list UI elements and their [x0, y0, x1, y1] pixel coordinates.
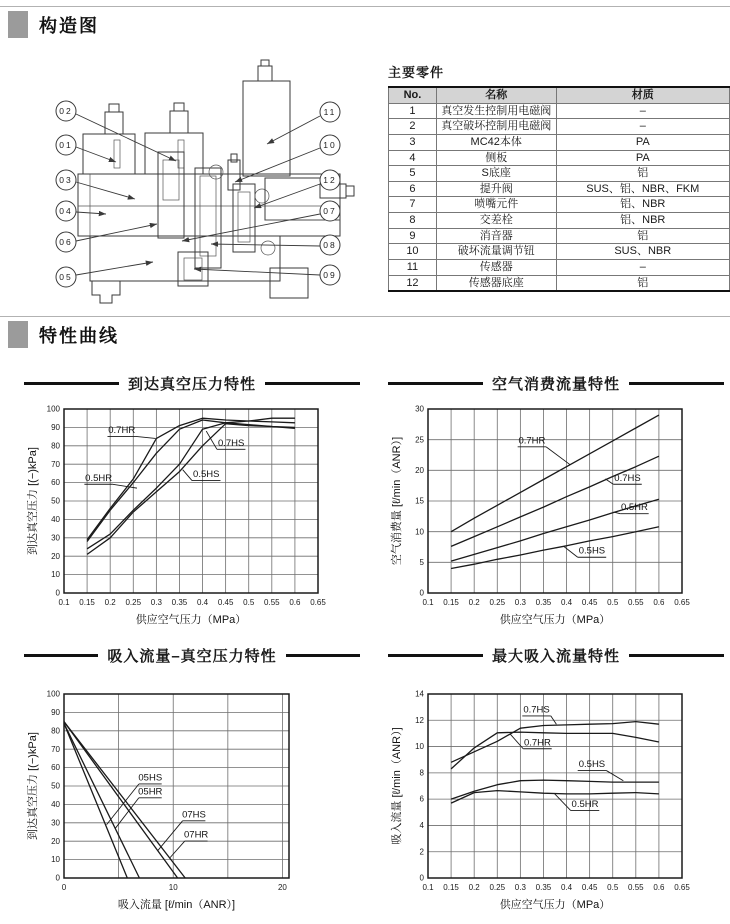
- part-name: MC42本体: [436, 134, 556, 150]
- part-no: 4: [389, 150, 437, 166]
- part-name: 喷嘴元件: [436, 197, 556, 213]
- svg-text:6: 6: [419, 794, 424, 804]
- svg-text:0: 0: [419, 873, 424, 883]
- part-material: PA: [556, 150, 729, 166]
- x-axis-label: 供应空气压力（MPa）: [499, 614, 611, 626]
- svg-text:2: 2: [419, 847, 424, 857]
- part-name: 侧板: [436, 150, 556, 166]
- callout-07: [182, 201, 340, 241]
- callout-label: 03: [59, 175, 73, 185]
- structure-diagram: [30, 56, 380, 308]
- svg-text:20: 20: [277, 883, 287, 892]
- svg-text:30: 30: [51, 818, 60, 828]
- svg-text:8: 8: [419, 768, 424, 778]
- part-material: 铝: [556, 275, 729, 291]
- table-row: [389, 244, 730, 260]
- series-0.5HS: [451, 780, 659, 799]
- svg-text:12: 12: [415, 715, 424, 725]
- svg-text:60: 60: [51, 478, 60, 488]
- title-rule-left: [24, 654, 98, 657]
- svg-text:10: 10: [168, 883, 178, 892]
- part-no: 5: [389, 166, 437, 182]
- section-header-curves: [0, 316, 730, 348]
- svg-text:10: 10: [415, 742, 424, 752]
- svg-text:20: 20: [51, 551, 60, 561]
- part-name: 消音器: [436, 228, 556, 244]
- series-lines: [451, 415, 659, 568]
- svg-text:0.15: 0.15: [443, 883, 459, 892]
- chart-canvas-reach-vacuum: [24, 397, 360, 633]
- svg-text:90: 90: [51, 708, 60, 717]
- callout-label: 06: [59, 237, 73, 247]
- part-material: SUS、NBR: [556, 244, 729, 260]
- x-axis-label: 吸入流量 [ℓ/min（ANR）]: [117, 899, 236, 911]
- grid-lines: [64, 409, 318, 593]
- series-label-0.7HS: 0.7HS: [523, 704, 550, 716]
- part-no: 7: [389, 197, 437, 213]
- chart-title-row: [388, 372, 724, 394]
- section-bullet: [8, 321, 28, 348]
- part-material: 铝: [556, 228, 729, 244]
- part-name: 交差栓: [436, 213, 556, 229]
- part-no: 6: [389, 181, 437, 197]
- series-labels: [518, 435, 649, 557]
- svg-text:0.3: 0.3: [514, 883, 526, 892]
- table-row: [389, 119, 730, 135]
- svg-text:100: 100: [46, 404, 60, 414]
- callout-08: [211, 235, 340, 255]
- svg-text:90: 90: [51, 423, 60, 432]
- part-no: 12: [389, 275, 437, 291]
- svg-text:0.45: 0.45: [581, 598, 598, 607]
- part-name: S底座: [436, 166, 556, 182]
- chart-title-row: [388, 644, 724, 666]
- part-name: 真空发生控制用电磁阀: [436, 103, 556, 119]
- part-no: 2: [389, 119, 437, 135]
- part-name: 破坏流量调节钮: [436, 244, 556, 260]
- svg-text:0.5: 0.5: [607, 883, 619, 892]
- part-no: 3: [389, 134, 437, 150]
- chart-canvas-air-consumption: [388, 397, 724, 633]
- chart-title-max-suction: 最大吸入流量特性: [492, 647, 621, 665]
- svg-text:50: 50: [51, 496, 60, 506]
- assembly-drawing: [78, 60, 354, 303]
- chart-canvas-suction-vacuum: [24, 682, 360, 918]
- section-title-structure: 构造图: [39, 15, 99, 36]
- series-label-0.7HS: 0.7HS: [614, 472, 641, 484]
- x-axis-label: 供应空气压力（MPa）: [499, 899, 611, 911]
- series-label-0.7HR: 0.7HR: [523, 737, 551, 749]
- svg-text:0.4: 0.4: [560, 598, 573, 607]
- part-name: 真空破坏控制用电磁阀: [436, 119, 556, 135]
- svg-text:0.1: 0.1: [58, 598, 70, 607]
- parts-col-header-2: 材质: [556, 87, 729, 103]
- y-axis-label: 到达真空压力 [(−)kPa]: [27, 447, 39, 555]
- parts-table-header-row: [389, 87, 730, 103]
- part-material: PA: [556, 134, 729, 150]
- series-label-07HS: 07HS: [182, 809, 206, 821]
- part-name: 传感器: [436, 260, 556, 276]
- series-05HS: [64, 723, 127, 878]
- part-no: 1: [389, 103, 437, 119]
- svg-text:30: 30: [51, 533, 60, 543]
- chart-canvas-max-suction: [388, 682, 724, 918]
- table-row: [389, 213, 730, 229]
- series-0.5HS: [87, 424, 295, 555]
- parts-col-header-1: 名称: [436, 87, 556, 103]
- y-axis-label: 吸入流量 [ℓ/min（ANR）]: [391, 727, 403, 845]
- title-rule-right: [629, 654, 724, 657]
- part-name: 提升阀: [436, 181, 556, 197]
- series-lines: [451, 722, 659, 804]
- table-row: [389, 260, 730, 276]
- svg-text:0.55: 0.55: [628, 883, 644, 892]
- series-label-0.5HS: 0.5HS: [578, 758, 606, 770]
- table-row: [389, 228, 730, 244]
- y-axis-label: 到达真空压力 [(−)kPa]: [27, 732, 39, 840]
- svg-text:0.35: 0.35: [535, 883, 552, 892]
- series-label-07HR: 07HR: [184, 829, 209, 841]
- part-material: –: [556, 260, 729, 276]
- series-label-0.5HS: 0.5HS: [193, 469, 220, 481]
- part-no: 10: [389, 244, 437, 260]
- parts-title: 主要零件: [388, 65, 445, 80]
- svg-text:0.45: 0.45: [581, 883, 598, 892]
- tick-labels: [47, 405, 327, 607]
- section-bullet: [8, 11, 28, 38]
- chart-block-reach-vacuum: [24, 372, 360, 633]
- table-row: [389, 150, 730, 166]
- svg-text:0.55: 0.55: [628, 598, 644, 607]
- svg-text:25: 25: [415, 435, 424, 445]
- svg-text:4: 4: [419, 821, 424, 831]
- series-label-0.7HS: 0.7HS: [217, 437, 245, 449]
- chart-title-suction-vacuum: 吸入流量–真空压力特性: [107, 647, 277, 665]
- svg-text:0.2: 0.2: [468, 883, 480, 892]
- table-row: [389, 103, 730, 119]
- svg-text:0.35: 0.35: [535, 598, 552, 607]
- svg-text:0.65: 0.65: [310, 598, 326, 607]
- svg-text:0.6: 0.6: [653, 883, 665, 892]
- series-0.5HR: [451, 791, 659, 804]
- svg-text:30: 30: [415, 404, 424, 414]
- chart-title-row: [24, 644, 360, 666]
- svg-text:0: 0: [55, 588, 60, 598]
- table-row: [389, 197, 730, 213]
- title-rule-right: [265, 382, 360, 385]
- chart-block-max-suction: [388, 644, 724, 918]
- series-labels: [107, 772, 209, 857]
- svg-text:70: 70: [51, 459, 60, 469]
- svg-text:80: 80: [51, 726, 60, 736]
- svg-text:0.25: 0.25: [125, 598, 142, 607]
- chart-title-row: [24, 372, 360, 394]
- svg-text:10: 10: [415, 527, 424, 537]
- svg-text:80: 80: [51, 441, 60, 451]
- title-rule-left: [24, 382, 119, 385]
- table-row: [389, 181, 730, 197]
- svg-text:50: 50: [51, 781, 60, 791]
- part-no: 8: [389, 213, 437, 229]
- callout-label: 12: [323, 175, 337, 185]
- svg-text:20: 20: [51, 836, 60, 846]
- chart-block-suction-vacuum: [24, 644, 360, 918]
- svg-text:0: 0: [55, 873, 60, 883]
- parts-table: [388, 86, 730, 292]
- title-rule-left: [388, 654, 483, 657]
- part-material: SUS、铝、NBR、FKM: [556, 181, 729, 197]
- part-material: 铝、NBR: [556, 197, 729, 213]
- series-label-05HS: 05HS: [138, 772, 163, 784]
- svg-text:0.65: 0.65: [674, 598, 690, 607]
- section-title-curves: 特性曲线: [39, 325, 119, 346]
- chart-title-air-consumption: 空气消费流量特性: [492, 375, 621, 393]
- svg-text:0.6: 0.6: [289, 598, 301, 607]
- svg-text:0.55: 0.55: [264, 598, 280, 607]
- part-material: 铝: [556, 166, 729, 182]
- callout-label: 04: [59, 206, 73, 216]
- series-lines: [64, 722, 185, 878]
- table-row: [389, 134, 730, 150]
- svg-text:0.2: 0.2: [104, 598, 116, 607]
- svg-text:0.25: 0.25: [489, 883, 506, 892]
- series-0.7HR: [451, 732, 659, 769]
- callout-01: [56, 135, 116, 162]
- svg-text:60: 60: [51, 763, 60, 773]
- callout-label: 08: [323, 240, 337, 250]
- callout-label: 05: [59, 272, 73, 282]
- svg-text:10: 10: [51, 570, 60, 580]
- part-material: –: [556, 103, 729, 119]
- svg-text:70: 70: [51, 744, 60, 754]
- callout-06: [56, 224, 157, 252]
- svg-text:0.3: 0.3: [514, 598, 526, 607]
- series-0.5HR: [87, 420, 295, 542]
- svg-text:10: 10: [51, 855, 60, 865]
- title-rule-right: [286, 654, 360, 657]
- svg-text:0: 0: [419, 588, 424, 598]
- x-axis-label: 供应空气压力（MPa）: [135, 614, 247, 626]
- series-label-0.5HR: 0.5HR: [85, 472, 113, 484]
- part-no: 9: [389, 228, 437, 244]
- chart-title-reach-vacuum: 到达真空压力特性: [128, 375, 257, 393]
- svg-text:15: 15: [415, 496, 424, 506]
- series-label-0.5HS: 0.5HS: [578, 545, 606, 557]
- svg-text:0: 0: [61, 883, 67, 892]
- series-lines: [87, 418, 295, 554]
- callout-label: 01: [59, 140, 73, 150]
- svg-text:0.65: 0.65: [674, 883, 690, 892]
- callout-label: 11: [323, 107, 337, 117]
- svg-text:40: 40: [51, 515, 60, 524]
- callout-04: [56, 201, 106, 221]
- chart-block-air-consumption: [388, 372, 724, 633]
- series-label-0.5HR: 0.5HR: [620, 502, 648, 514]
- svg-text:0.5: 0.5: [607, 598, 619, 607]
- callout-label: 10: [323, 140, 337, 150]
- parts-panel: [388, 62, 730, 292]
- table-row: [389, 275, 730, 291]
- table-row: [389, 166, 730, 182]
- svg-text:5: 5: [419, 557, 424, 567]
- svg-text:0.15: 0.15: [443, 598, 459, 607]
- svg-text:0.4: 0.4: [560, 883, 573, 892]
- part-name: 传感器底座: [436, 275, 556, 291]
- y-axis-label: 空气消费量 [ℓ/min（ANR）]: [391, 436, 403, 566]
- callout-label: 02: [59, 106, 73, 116]
- title-rule-left: [388, 382, 483, 385]
- series-label-0.5HR: 0.5HR: [571, 799, 599, 811]
- series-05HR: [64, 723, 139, 878]
- svg-text:0.4: 0.4: [196, 598, 209, 607]
- callout-label: 07: [323, 206, 337, 216]
- series-07HR: [64, 722, 185, 878]
- section-header-structure: [0, 6, 730, 38]
- tick-labels: [47, 690, 288, 892]
- svg-text:14: 14: [415, 689, 424, 699]
- svg-text:0.3: 0.3: [150, 598, 162, 607]
- svg-text:0.1: 0.1: [422, 883, 434, 892]
- part-no: 11: [389, 260, 437, 276]
- svg-text:0.6: 0.6: [653, 598, 665, 607]
- svg-text:20: 20: [415, 465, 424, 475]
- part-material: 铝、NBR: [556, 213, 729, 229]
- callout-label: 09: [323, 270, 337, 280]
- svg-text:0.15: 0.15: [79, 598, 95, 607]
- series-label-0.7HR: 0.7HR: [518, 435, 546, 447]
- series-07HS: [64, 722, 178, 878]
- part-material: –: [556, 119, 729, 135]
- series-label-0.7HR: 0.7HR: [108, 424, 136, 436]
- parts-col-header-0: No.: [389, 87, 437, 103]
- svg-text:0.5: 0.5: [243, 598, 255, 607]
- svg-text:0.2: 0.2: [468, 598, 480, 607]
- callout-05: [56, 262, 153, 287]
- svg-text:0.35: 0.35: [171, 598, 188, 607]
- svg-text:0.25: 0.25: [489, 598, 506, 607]
- svg-text:0.45: 0.45: [217, 598, 234, 607]
- svg-text:0.1: 0.1: [422, 598, 434, 607]
- svg-text:100: 100: [46, 689, 60, 699]
- title-rule-right: [629, 382, 724, 385]
- svg-text:40: 40: [51, 800, 60, 809]
- tick-labels: [415, 405, 690, 607]
- series-label-05HR: 05HR: [138, 786, 163, 798]
